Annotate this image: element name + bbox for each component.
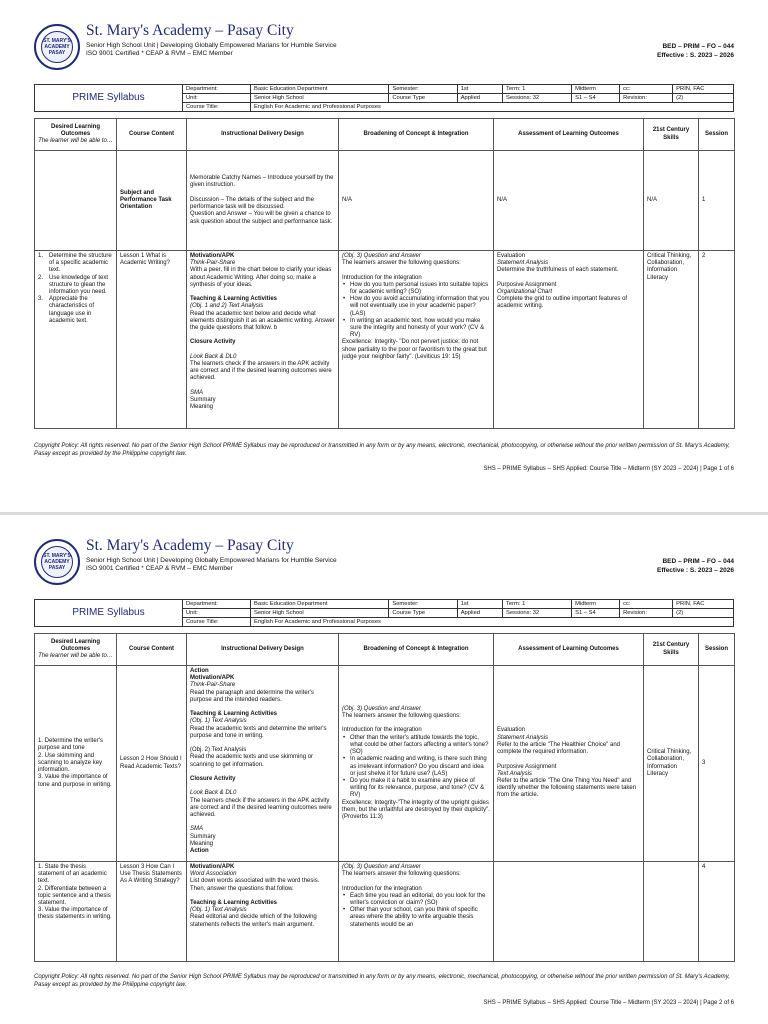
document-code: BED – PRIM – FO – 044 Effective : S. 2023 – 2026 bbox=[657, 558, 734, 574]
school-name: St. Mary's Academy – Pasay City bbox=[86, 537, 294, 554]
table-header-row bbox=[35, 119, 735, 151]
syllabus-table bbox=[34, 633, 735, 962]
table-header-row bbox=[35, 634, 735, 666]
col-header-content: Course Content bbox=[117, 119, 187, 151]
col-header-assessment: Assessment of Learning Outcomes bbox=[494, 119, 644, 151]
col-header-skills: 21st Century Skills bbox=[644, 634, 699, 666]
table-row: Subject and Performance Task Orientation Memorable Catchy Names – Introduce yourself by the given instruction. Discussion – The details of the subject and the performance task will be discussed. Question and Answer – You will be given a chance to ask question about the subject and performance task. N/A N/A N/A 1 bbox=[35, 151, 735, 251]
col-header-outcomes: Desired Learning Outcomes The learner will be able to… bbox=[35, 119, 117, 151]
copyright-notice: Copyright Policy: All rights reserved. No part of the Senior High School PRIME Syllabus may be reproduced or transmitted in any form or by any means, electronic, mechanical, photocopying, or otherwise without the prior written permission of St. Mary's Academy, Pasay except as provided by the Philippine copyright law. bbox=[34, 974, 730, 988]
syllabus-table bbox=[34, 118, 735, 429]
school-tagline: Senior High School Unit | Developing Globally Empowered Marians for Humble Service ISO 9001 Certified * CEAP & RVM – EMC Member bbox=[86, 42, 337, 57]
table-row: 1. Determine the structure of a specific academic text. 2. Use knowledge of text structure to glean the information you need. 3. Appreciate the characteristics of language use in academic text. Lesson 1 What is Academic Writing? Motivation/APK Think-Pair-Share With a peer, fill in the chart below to clarify your ideas about Academic Writing. After doing so, make a synthesis of your ideas. Teaching & Learning Activities (Obj. 1 and 2) Text Analysis Read the academic text below and decide what elements distinguish it as an academic writing. Answer the guide questions that follow. b Closure Activity Look Back & DL0 The learners check if the answers in the APK activity are correct and if the desired learning outcomes were achieved. SMA Summary Meaning (Obj. 3) Question and Answer The learners answer the following questions: Introduction for the integration • How do you turn personal issues into suitable topics for academic writing? (SO) • How do you avoid accumulating information that you will not eventually use in your academic paper? (LAS) • In writing an academic text, how would you make sure the integrity and honesty of your work? (CV & RV) Excellence: Integrity- "Do not pervert justice; do not show partiality to the poor or favoritism to the great but judge your neighbor fairly". (Leviticus 19: 15) Evaluation Statement Analysis Determine the truthfulness of each statement. Purposive Assignment Organizational Chart Complete the grid to outline important features of academic writing. Critical Thinking, Collaboration, Information Literacy 2 bbox=[35, 251, 735, 429]
page-header bbox=[34, 22, 734, 72]
school-name: St. Mary's Academy – Pasay City bbox=[86, 22, 294, 39]
page-header bbox=[34, 537, 734, 587]
col-header-outcomes: Desired Learning Outcomes The learner will be able to… bbox=[35, 634, 117, 666]
col-header-broadening: Broadening of Concept & Integration bbox=[339, 634, 494, 666]
school-seal-logo: ST. MARY'S ACADEMY PASAY bbox=[34, 539, 80, 585]
col-header-content: Course Content bbox=[117, 634, 187, 666]
syllabus-title: PRIME Syllabus bbox=[35, 85, 183, 112]
document-code: BED – PRIM – FO – 044 Effective : S. 2023 – 2026 bbox=[657, 43, 734, 59]
table-row: 1. Determine the writer's purpose and tone 2. Use skimming and scanning to analyze key information. 3. Value the importance of tone and purpose in writing. Lesson 2 How Should I Read Academic Texts? Action Motivation/APK Think-Pair-Share Read the paragraph and determine the writer's purpose and the intended readers. Teaching & Learning Activities (Obj. 1) Text Analysis Read the academic texts and determine the writer's purpose and tone in writing. (Obj. 2) Text Analysis Read the academic texts and use skimming or scanning to get information. Closure Activity Look Back & DL0 The learners check if the answers in the APK activity are correct and if the desired learning outcomes were achieved. SMA Summary Meaning Action (Obj. 3) Question and Answer The learners answer the following questions: Introduction for the integration • Other than the writer's attitude towards the topic, what could be other factors affecting a writer's tone? (SO) • In academic reading and writing, is there such thing as irrelevant information? Do you discard and idea or just shelve it for future use? (LAS) • Do you make it a habit to examine any piece of writing for its relevance, purpose, and tone? (CV & RV) Excellence: Integrity-"The integrity of the upright guides them, but the unfaithful are destroyed by their duplicity". (Proverbs 11:3) Evaluation Statement Analysis Refer to the article "The Healthier Choice" and complete the required information. Purposive Assignment Text Analysis Refer to the article "The One Thing You Need" and identify whether the following statements were taken from the article. Critical Thinking, Collaboration, Information Literacy 3 bbox=[35, 666, 735, 862]
table-row: 1. State the thesis statement of an academic text. 2. Differentiate between a topic sentence and a thesis statement. 3. Value the importance of thesis statements in writing. Lesson 3 How Can I Use Thesis Statements As A Writing Strategy? Motivation/APK Word Association List down words associated with the word thesis. Then, answer the questions that follow. Teaching & Learning Activities (Obj. 1) Text Analysis Read editorial and decide which of the following statements reflects the writer's main argument. (Obj. 3) Question and Answer The learners answer the following questions: Introduction for the integration • Each time you read an editorial, do you look for the writer's conviction or claim? (SO) • Other than your school, can you think of specific areas where the ability to write arguable thesis statements would be an 4 bbox=[35, 862, 735, 962]
page-footer: SHS – PRIME Syllabus – SHS Applied: Course Title – Midterm (SY 2023 – 2024) | Page 2 of 6 bbox=[483, 1000, 734, 1006]
col-header-broadening: Broadening of Concept & Integration bbox=[339, 119, 494, 151]
col-header-skills: 21st Century Skills bbox=[644, 119, 699, 151]
col-header-session: Session bbox=[699, 634, 735, 666]
school-tagline: Senior High School Unit | Developing Globally Empowered Marians for Humble Service ISO 9001 Certified * CEAP & RVM – EMC Member bbox=[86, 557, 337, 572]
col-header-session: Session bbox=[699, 119, 735, 151]
col-header-delivery: Instructional Delivery Design bbox=[187, 119, 339, 151]
copyright-notice: Copyright Policy: All rights reserved. No part of the Senior High School PRIME Syllabus may be reproduced or transmitted in any form or by any means, electronic, mechanical, photocopying, or otherwise without the prior written permission of St. Mary's Academy, Pasay except as provided by the Philippine copyright law. bbox=[34, 443, 730, 457]
col-header-delivery: Instructional Delivery Design bbox=[187, 634, 339, 666]
school-seal-logo: ST. MARY'S ACADEMY PASAY bbox=[34, 24, 80, 70]
course-meta-table: PRIME Syllabus Department: Basic Education Department Semester: 1st Term: 1 Midterm cc: PRIN, FAC Unit: Senior High School Course Type Applied Sessions: 32 S1 – S4 Revision: (2) Course Title: English For Academic and Professional Purposes bbox=[34, 599, 734, 627]
syllabus-page-2 bbox=[0, 515, 768, 1024]
course-meta-table: PRIME Syllabus Department: Basic Education Department Semester: 1st Term: 1 Midterm cc: PRIN, FAC Unit: Senior High School Course Type Applied Sessions: 32 S1 – S4 Revision: (2) Course Title: English For Academic and Professional Purposes bbox=[34, 84, 734, 112]
page-footer: SHS – PRIME Syllabus – SHS Applied: Course Title – Midterm (SY 2023 – 2024) | Page 1 of 6 bbox=[483, 466, 734, 472]
syllabus-title: PRIME Syllabus bbox=[35, 600, 183, 627]
col-header-assessment: Assessment of Learning Outcomes bbox=[494, 634, 644, 666]
